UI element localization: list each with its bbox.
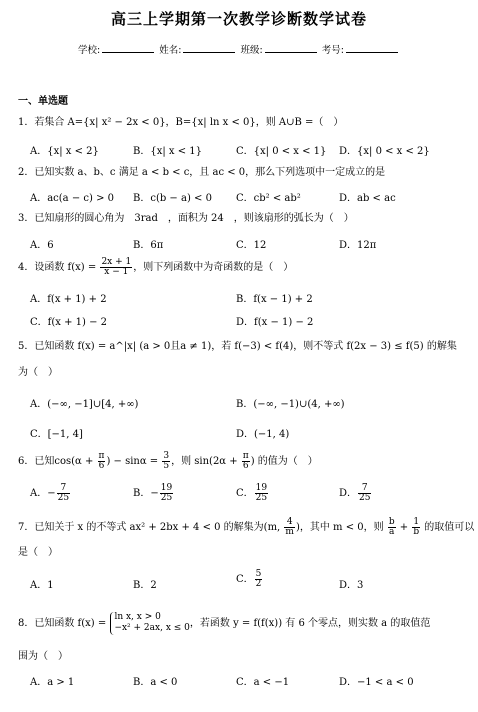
question-stem: 若集合 A={x| x² − 2x < 0}，B={x| ln x < 0}，则 A∪B =（ ） bbox=[34, 117, 344, 128]
fraction-numerator: 5 bbox=[255, 569, 262, 579]
q3-option-c[interactable]: C．12 bbox=[236, 240, 267, 251]
option-label: A．− bbox=[30, 488, 56, 499]
school-blank[interactable] bbox=[102, 43, 154, 53]
fraction-denominator: 25 bbox=[359, 493, 371, 503]
q5-option-a[interactable]: A．(−∞, −1]∪[4, +∞) bbox=[30, 399, 139, 410]
q7-option-a[interactable]: A．1 bbox=[30, 580, 54, 591]
student-info-row bbox=[0, 42, 478, 56]
fraction-numerator: 1 bbox=[413, 517, 420, 527]
question-5 bbox=[18, 340, 457, 353]
q8-option-a[interactable]: A．a > 1 bbox=[30, 677, 75, 688]
question-number: 5． bbox=[18, 341, 35, 352]
fraction bbox=[255, 484, 268, 503]
q2-option-b[interactable]: B．c(b − a) < 0 bbox=[133, 193, 212, 204]
question-stem: 已知实数 a、b、c 满足 a < b < c，且 ac < 0，那么下列选项中一定成立的是 bbox=[34, 167, 386, 178]
q3-option-a[interactable]: A．6 bbox=[30, 240, 54, 251]
q8-option-c[interactable]: C．a < −1 bbox=[236, 677, 290, 688]
q6-option-c[interactable] bbox=[236, 484, 269, 503]
question-3 bbox=[18, 212, 354, 225]
fraction-numerator: 7 bbox=[358, 484, 371, 494]
exam-title: 高三上学期第一次教学诊断数学试卷 bbox=[110, 10, 367, 28]
question-stem: 已知扇形的圆心角为 3rad ，面积为 24 ，则该扇形的弧长为（ ） bbox=[34, 213, 354, 224]
q2-option-a[interactable]: A．ac(a − c) > 0 bbox=[30, 193, 114, 204]
section-heading: 一、单选题 bbox=[18, 96, 68, 107]
question-stem-post: ，则下列函数中为奇函数的是（ ） bbox=[133, 262, 294, 273]
question-stem-part: 已知函数 f(x) = bbox=[34, 617, 110, 629]
school-label: 学校: bbox=[78, 45, 101, 56]
fraction-denominator: a bbox=[389, 527, 395, 537]
fraction bbox=[100, 258, 132, 277]
fraction-denominator: 2 bbox=[255, 579, 262, 589]
fraction-denominator: 6 bbox=[242, 461, 249, 471]
q6-option-a[interactable] bbox=[30, 484, 71, 503]
question-4 bbox=[18, 258, 293, 277]
q7-option-c[interactable] bbox=[236, 570, 263, 589]
question-stem-part: ，则 sin(2α + bbox=[171, 456, 241, 467]
fraction-numerator: 19 bbox=[255, 483, 268, 493]
q3-option-b[interactable]: B．6π bbox=[133, 240, 164, 251]
piece-case-2: −x² + 2ax, x ≤ 0 bbox=[114, 623, 190, 634]
class-label: 班级: bbox=[240, 45, 263, 56]
question-8-line-2: 围为（ ） bbox=[18, 651, 68, 662]
fraction-numerator: b bbox=[388, 517, 395, 527]
question-stem-part: ) 的值为（ ） bbox=[250, 456, 318, 467]
q6-option-d[interactable] bbox=[339, 484, 372, 503]
q1-option-d[interactable]: D．{x| 0 < x < 2} bbox=[339, 146, 430, 157]
name-label: 姓名: bbox=[159, 45, 182, 56]
fraction bbox=[57, 484, 70, 503]
fraction bbox=[412, 518, 420, 537]
fraction-numerator: 3 bbox=[163, 451, 170, 461]
q5-option-c[interactable]: C．[−1, 4] bbox=[30, 429, 83, 440]
q8-option-d[interactable]: D．−1 < a < 0 bbox=[339, 677, 414, 688]
fraction-numerator: 19 bbox=[160, 483, 173, 493]
q4-option-b[interactable]: B．f(x − 1) + 2 bbox=[236, 294, 313, 305]
q4-option-d[interactable]: D．f(x − 1) − 2 bbox=[236, 317, 314, 328]
question-2 bbox=[18, 166, 385, 179]
q2-option-d[interactable]: D．ab < ac bbox=[339, 193, 396, 204]
fraction bbox=[284, 518, 295, 537]
q1-option-c[interactable]: C．{x| 0 < x < 1} bbox=[236, 146, 327, 157]
question-stem-part: ) − sinα = bbox=[106, 456, 162, 467]
exam-number-label: 考号: bbox=[321, 45, 344, 56]
q3-option-d[interactable]: D．12π bbox=[339, 240, 377, 251]
question-number: 3． bbox=[18, 213, 35, 224]
q8-option-b[interactable]: B．a < 0 bbox=[133, 677, 178, 688]
fraction bbox=[160, 484, 173, 503]
fraction-denominator: b bbox=[413, 527, 420, 537]
option-label: C． bbox=[236, 574, 254, 585]
q7-option-d[interactable]: D．3 bbox=[339, 580, 364, 591]
option-label: B．− bbox=[133, 488, 159, 499]
question-stem-part: + bbox=[396, 522, 412, 533]
q2-option-c[interactable]: C．cb² < ab² bbox=[236, 193, 301, 204]
question-stem-part: 已知关于 x 的不等式 ax² + 2bx + 4 < 0 的解集为(m, bbox=[34, 522, 284, 533]
fraction-denominator: 6 bbox=[98, 461, 105, 471]
question-5-line-2: 为（ ） bbox=[18, 367, 58, 378]
fraction-denominator: x − 1 bbox=[104, 267, 129, 277]
fraction-denominator: 25 bbox=[255, 493, 268, 503]
fraction-numerator: 2x + 1 bbox=[101, 257, 132, 267]
question-number: 1． bbox=[18, 117, 35, 128]
q6-option-b[interactable] bbox=[133, 484, 174, 503]
question-number: 4． bbox=[18, 262, 35, 273]
fraction bbox=[98, 452, 106, 471]
q1-option-a[interactable]: A．{x| x < 2} bbox=[30, 146, 99, 157]
fraction-denominator: 25 bbox=[160, 493, 173, 503]
q7-option-b[interactable]: B．2 bbox=[133, 580, 157, 591]
question-stem-part: )，其中 m < 0，则 bbox=[295, 522, 387, 533]
question-stem: 已知函数 f(x) = a^|x| (a > 0且a ≠ 1)，若 f(−3) < f(4)，则不等式 f(2x − 3) ≤ f(5) 的解集 bbox=[34, 341, 457, 352]
piece-case-1: ln x, x > 0 bbox=[114, 612, 161, 622]
fraction-numerator: π bbox=[98, 451, 105, 461]
question-number: 7． bbox=[18, 522, 35, 533]
q5-option-b[interactable]: B．(−∞, −1)∪(4, +∞) bbox=[236, 399, 345, 410]
question-8 bbox=[18, 612, 430, 635]
question-number: 8． bbox=[18, 617, 35, 629]
question-stem-part: 已知cos(α + bbox=[34, 456, 97, 467]
question-1 bbox=[18, 116, 343, 129]
fraction bbox=[162, 452, 170, 471]
fraction-denominator: 25 bbox=[57, 493, 70, 503]
question-7 bbox=[18, 518, 474, 537]
fraction-numerator: 4 bbox=[284, 518, 295, 528]
exam-number-blank[interactable] bbox=[346, 43, 398, 53]
q4-option-a[interactable]: A．f(x + 1) + 2 bbox=[30, 294, 107, 305]
question-number: 6． bbox=[18, 456, 35, 467]
option-label: D． bbox=[339, 488, 358, 499]
question-6 bbox=[18, 452, 318, 471]
q5-option-d[interactable]: D．(−1, 4) bbox=[236, 429, 290, 440]
fraction bbox=[358, 484, 371, 503]
fraction-numerator: 7 bbox=[57, 484, 70, 494]
fraction bbox=[242, 452, 250, 471]
option-label: C． bbox=[236, 488, 254, 499]
class-blank[interactable] bbox=[265, 43, 317, 53]
fraction-numerator: π bbox=[242, 451, 249, 461]
fraction bbox=[255, 570, 263, 589]
q1-option-b[interactable]: B．{x| x < 1} bbox=[133, 146, 202, 157]
question-stem-pre: 设函数 f(x) = bbox=[34, 262, 100, 273]
question-stem-part: ，若函数 y = f(f(x)) 有 6 个零点，则实数 a 的取值范 bbox=[189, 617, 431, 629]
question-stem-part: 的取值可以 bbox=[421, 522, 475, 533]
piecewise-definition bbox=[110, 612, 189, 635]
question-number: 2． bbox=[18, 167, 35, 178]
fraction-denominator: m bbox=[285, 527, 294, 537]
question-7-line-2: 是（ ） bbox=[18, 547, 58, 558]
fraction-denominator: 5 bbox=[163, 461, 170, 471]
fraction bbox=[388, 518, 396, 537]
name-blank[interactable] bbox=[183, 43, 235, 53]
q4-option-c[interactable]: C．f(x + 1) − 2 bbox=[30, 317, 107, 328]
